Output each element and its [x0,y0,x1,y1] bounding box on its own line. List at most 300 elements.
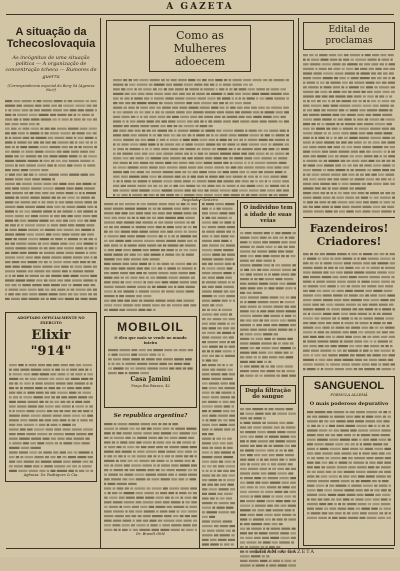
text-line-segment [170,272,177,274]
text-line-segment [134,487,145,489]
text-line-segment [83,146,93,148]
text-line-segment [57,279,63,281]
text-line-segment [365,118,368,120]
text-line-segment [191,464,197,466]
text-line-segment [67,373,70,375]
text-line-segment [315,54,318,56]
text-line-segment [148,208,151,210]
text-line-segment [315,262,319,264]
text-line-segment [165,254,174,256]
text-line-segment [15,178,23,180]
text-line-segment [202,254,211,256]
text-line-segment [204,162,213,164]
text-line-segment [259,139,268,141]
text-line-segment [303,151,310,153]
text-line-segment [344,271,353,273]
text-line-segment [223,272,231,274]
text-line-segment [124,464,130,466]
text-line-segment [149,176,156,178]
text-line-segment [22,100,32,102]
text-line-segment [248,513,255,515]
text-line-segment [269,454,275,456]
text-line-segment [9,364,17,366]
text-line-segment [132,515,137,517]
text-line-segment [358,313,367,315]
text-line-segment [265,180,267,182]
text-line-segment [221,392,231,394]
text-line-segment [385,512,388,514]
text-line-segment [373,114,381,116]
text-line-segment [270,176,279,178]
text-line-segment [214,313,219,315]
text-line-segment [186,111,192,113]
text-line-segment [374,155,379,157]
text-line-segment [246,500,255,502]
text-line-segment [124,474,133,476]
text-line-segment [347,77,350,79]
text-line-segment [286,296,290,298]
text-line-segment [392,350,395,352]
text-line-segment [49,387,56,389]
text-line-segment [198,116,203,118]
text-line-segment [76,364,81,366]
text-line-segment [347,63,358,65]
text-line-segment [376,178,380,180]
text-line-segment [115,515,124,517]
text-line-segment [239,139,243,141]
text-line-segment [389,498,391,500]
text-line-segment [158,176,161,178]
text-line-segment [325,368,334,370]
text-line-segment [355,359,362,361]
text-line-segment [209,212,218,214]
text-line-segment [354,95,362,97]
text-line-segment [23,118,30,120]
text-line-segment [378,516,385,518]
text-line-segment [318,258,321,260]
text-line-segment [146,474,157,476]
text-line-segment [202,185,207,187]
text-line-segment [349,294,358,296]
text-line-segment [307,503,318,505]
text-line-segment [87,289,92,291]
text-line-segment [254,454,260,456]
text-line-segment [210,497,215,499]
text-line-segment [355,267,360,269]
text-line-segment [323,105,329,107]
text-line-segment [8,109,11,111]
text-line-segment [235,93,241,95]
text-line-segment [339,354,349,356]
text-line-segment [5,155,13,157]
text-line-segment [277,472,287,474]
text-line-segment [197,180,207,182]
text-line-segment [12,284,17,286]
text-line-segment [208,180,216,182]
text-line-segment [47,470,49,472]
text-line-segment [272,523,278,525]
text-line-segment [281,314,283,316]
text-line-segment [24,424,35,426]
text-line-segment [392,160,395,162]
text-line-segment [81,233,86,235]
text-line-segment [251,194,258,196]
text-line-segment [321,59,329,61]
text-line-segment [339,77,346,79]
text-line-segment [279,421,285,423]
text-line-segment [109,497,117,499]
text-line-segment [187,203,190,205]
text-line-segment [372,503,379,505]
text-line-segment [202,355,208,357]
text-line-segment [256,458,259,460]
text-line-segment [351,59,354,61]
text-line-segment [307,461,314,463]
text-line-segment [30,109,33,111]
text-line-segment [322,258,329,260]
text-line-segment [268,120,277,122]
text-line-segment [334,192,336,194]
text-line-segment [229,157,233,159]
text-line-segment [280,301,283,303]
text-line-segment [35,461,39,463]
text-line-segment [50,238,54,240]
text-line-segment [140,107,148,109]
text-line-segment [136,478,146,480]
text-line-segment [153,309,156,311]
text-line-segment [392,308,395,310]
text-line-segment [104,231,108,233]
text-line-segment [45,456,49,458]
text-line-segment [276,189,281,191]
text-line-segment [269,130,278,132]
text-line-segment [351,484,361,486]
text-line-segment [307,411,313,413]
text-line-segment [5,169,11,171]
text-line-segment [120,235,126,237]
text-line-segment [375,415,382,417]
text-line-segment [233,79,242,81]
text-line-segment [248,467,258,469]
text-line-segment [256,347,260,349]
text-line-segment [273,116,279,118]
text-line-segment [164,515,172,517]
text-line-segment [57,114,66,116]
text-line-segment [39,114,49,116]
text-line-segment [164,349,172,351]
text-line-segment [104,492,106,494]
text-line-segment [5,233,14,235]
text-line-segment [219,221,223,223]
text-line-segment [345,72,355,74]
text-line-segment [47,164,53,166]
text-line-segment [39,401,43,403]
text-line-segment [202,281,205,283]
mobiloil-ad [104,316,197,408]
text-line-segment [104,497,108,499]
text-line-segment [43,210,52,212]
text-line-segment [268,360,271,362]
text-line-segment [311,350,319,352]
text-line-segment [9,369,12,371]
text-line-segment [104,217,110,219]
text-line-segment [202,456,213,458]
text-line-segment [16,456,19,458]
text-line-segment [190,130,200,132]
text-line-segment [339,475,342,477]
text-line-segment [315,95,320,97]
text-line-segment [67,387,74,389]
text-line-segment [122,451,132,453]
text-line-segment [315,137,317,139]
text-line-segment [158,88,162,90]
text-line-segment [370,276,380,278]
text-line-segment [377,271,387,273]
text-line-segment [9,137,11,139]
text-line-segment [311,354,314,356]
text-line-segment [142,148,144,150]
text-line-segment [260,93,269,95]
box-body [113,78,287,198]
text-line-segment [273,342,277,344]
text-line-segment [184,249,189,251]
text-line-segment [380,253,385,255]
text-line-segment [303,146,308,148]
text-line-segment [136,272,142,274]
edital-head-box [303,22,395,50]
text-line-segment [147,286,150,288]
text-line-segment [174,130,176,132]
text-line-segment [165,455,170,457]
text-line-segment [104,267,110,269]
text-line-segment [137,267,143,269]
text-line-segment [108,372,117,374]
text-line-segment [166,290,174,292]
text-line-segment [326,82,329,84]
text-line-segment [188,510,197,512]
column-divider [199,200,200,548]
text-line-segment [184,363,191,365]
text-line-segment [316,447,318,449]
text-line-segment [263,264,270,266]
text-line-segment [221,355,224,357]
text-line-segment [346,68,353,70]
text-line-segment [228,143,236,145]
text-line-segment [21,261,27,263]
text-line-segment [117,143,120,145]
text-line-segment [259,486,265,488]
text-line-segment [368,503,371,505]
text-line-segment [370,294,377,296]
text-line-segment [28,146,38,148]
text-line-segment [263,324,270,326]
text-line-segment [202,442,211,444]
text-line-segment [360,68,367,70]
text-line-segment [381,267,383,269]
text-line-segment [363,210,371,212]
text-line-segment [303,59,306,61]
text-line-segment [87,105,92,107]
text-line-segment [57,456,61,458]
text-line-segment [280,296,285,298]
text-line-segment [20,456,23,458]
text-line-segment [108,474,118,476]
text-line-segment [268,236,272,238]
text-line-segment [180,281,189,283]
text-line-segment [291,296,296,298]
text-line-segment [60,174,68,176]
text-line-segment [381,503,390,505]
text-line-segment [141,358,144,360]
text-line-segment [150,162,154,164]
text-line-segment [52,197,56,199]
text-line-segment [373,290,382,292]
text-line-segment [202,290,212,292]
text-line-segment [158,212,165,214]
text-line-segment [385,285,393,287]
text-line-segment [361,258,367,260]
text-line-segment [281,116,286,118]
text-line-segment [363,100,366,102]
text-line-segment [349,187,354,189]
text-line-segment [261,157,271,159]
text-line-segment [331,290,335,292]
text-line-segment [120,460,126,462]
text-line-segment [266,107,270,109]
text-line-segment [154,221,157,223]
text-line-segment [214,235,220,237]
text-line-segment [45,132,49,134]
text-line-segment [152,304,160,306]
text-line-segment [388,271,395,273]
text-line-segment [227,484,234,486]
text-line-segment [282,232,292,234]
text-line-segment [199,171,207,173]
text-line-segment [292,264,296,266]
text-line-segment [356,470,366,472]
text-line-segment [186,290,194,292]
text-line-segment [307,340,316,342]
text-line-segment [171,478,177,480]
text-line-segment [375,123,386,125]
text-line-segment [251,472,259,474]
text-line-segment [303,63,309,65]
text-line-segment [69,220,76,222]
text-line-segment [156,194,159,196]
text-line-segment [246,194,250,196]
text-line-segment [12,261,19,263]
text-line-segment [143,464,152,466]
text-line-segment [21,224,24,226]
text-line-segment [261,365,264,367]
text-line-segment [391,276,394,278]
text-line-segment [372,210,380,212]
text-line-segment [250,134,260,136]
text-line-segment [19,452,28,454]
text-line-segment [214,428,223,430]
text-line-segment [318,331,325,333]
text-line-segment [184,194,194,196]
text-line-segment [230,235,235,237]
text-line-segment [130,157,135,159]
text-line-segment [28,141,32,143]
text-line-segment [281,264,291,266]
text-line-segment [229,212,235,214]
text-line-segment [44,279,48,281]
text-line-segment [149,180,151,182]
text-line-segment [275,440,285,442]
text-line-segment [89,247,94,249]
text-line-segment [136,157,144,159]
text-line-segment [54,266,60,268]
text-line-segment [209,323,216,325]
text-line-segment [204,194,213,196]
text-line-segment [58,141,69,143]
text-line-segment [104,478,110,480]
text-line-segment [379,304,388,306]
text-line-segment [265,278,274,280]
text-line-segment [241,194,244,196]
text-line-segment [75,247,83,249]
text-line-segment [193,212,197,214]
text-line-segment [122,153,133,155]
text-line-segment [83,183,92,185]
box-caption: Regulador Gesteira [182,198,218,202]
text-line-segment [141,139,147,141]
text-line-segment [220,139,227,141]
text-line-segment [387,206,394,208]
text-line-segment [211,309,217,311]
text-line-segment [43,100,53,102]
text-line-segment [130,125,139,127]
text-line-segment [149,134,151,136]
text-line-segment [202,295,212,297]
text-line-segment [38,452,42,454]
text-line-segment [264,374,275,376]
text-line-segment [150,148,152,150]
text-line-segment [351,299,362,301]
text-line-segment [204,116,213,118]
text-line-segment [380,54,386,56]
divider [303,217,395,218]
text-line-segment [365,294,369,296]
text-line-segment [217,364,221,366]
text-line-segment [50,220,55,222]
text-line-segment [228,539,235,541]
text-line-segment [202,277,207,279]
text-line-segment [110,469,113,471]
text-line-segment [210,84,214,86]
text-line-segment [307,443,313,445]
text-line-segment [382,137,390,139]
text-line-segment [268,287,274,289]
text-line-segment [324,164,334,166]
text-line-segment [373,322,381,324]
text-line-segment [35,174,38,176]
text-line-segment [240,305,246,307]
text-line-segment [53,415,62,417]
text-line-segment [182,254,185,256]
text-line-segment [237,143,240,145]
text-line-segment [314,317,319,319]
text-line-segment [229,134,237,136]
text-line-segment [218,387,223,389]
text-line-segment [223,84,231,86]
text-line-segment [346,210,353,212]
text-line-segment [384,447,391,449]
text-line-segment [24,174,28,176]
text-line-segment [10,224,16,226]
